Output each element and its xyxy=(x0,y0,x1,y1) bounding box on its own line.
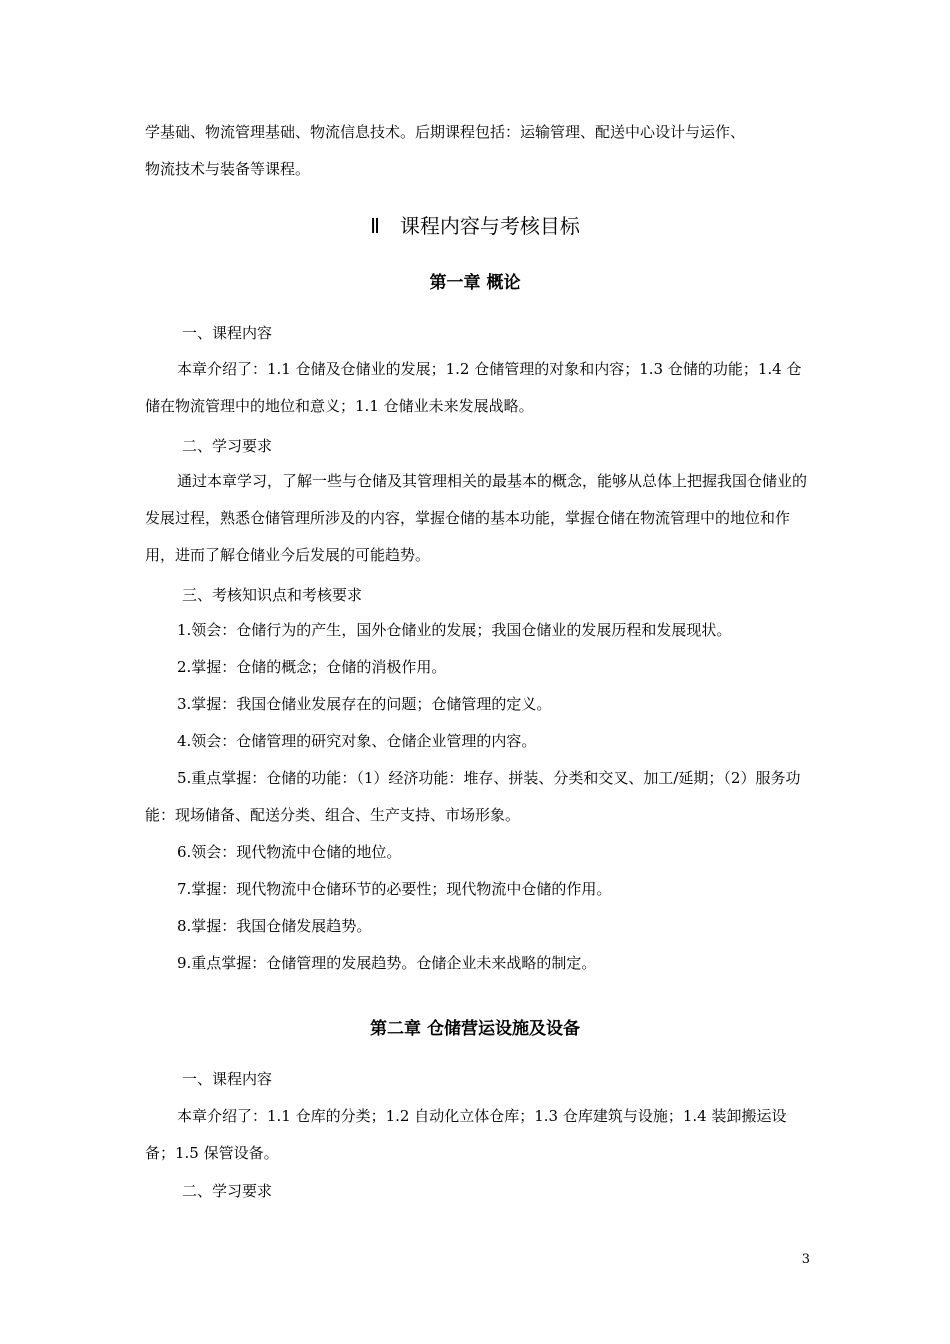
chapter-2-title: 第二章 仓储营运设施及设备 xyxy=(370,1019,580,1039)
exam-point: 7.掌握：现代物流中仓储环节的必要性；现代物流中仓储的作用。 xyxy=(177,880,612,898)
intro-paragraph xyxy=(145,114,808,188)
exam-point: 4.领会：仓储管理的研究对象、仓储企业管理的内容。 xyxy=(177,732,537,750)
chapter-1-content: 本章介绍了：1.1 仓储及仓储业的发展；1.2 仓储管理的对象和内容；1.3 仓储的功能；1.4 仓储在物流管理中的地位和意义；1.1 仓储业未来发展战略。 xyxy=(145,360,802,415)
exam-point: 1.领会：仓储行为的产生，国外仓储业的发展；我国仓储业的发展历程和发展现状。 xyxy=(177,621,732,639)
exam-point: 5.重点掌握：仓储的功能：（1）经济功能：堆存、拼装、分类和交叉、加工/延期；（2）服务功能：现场储备、配送分类、组合、生产支持、市场形象。 xyxy=(145,769,801,824)
intro-line-1: 学基础、物流管理基础、物流信息技术。后期课程包括：运输管理、配送中心设计与运作、 xyxy=(145,123,746,141)
page-number: 3 xyxy=(801,1252,810,1267)
chapter-2-content: 本章介绍了：1.1 仓库的分类；1.2 自动化立体仓库；1.3 仓库建筑与设施；1.4 装卸搬运设备；1.5 保管设备。 xyxy=(145,1107,787,1162)
intro-line-2: 物流技术与装备等课程。 xyxy=(145,160,311,178)
exam-point: 9.重点掌握：仓储管理的发展趋势。仓储企业未来战略的制定。 xyxy=(177,954,597,972)
chapter-1-requirements-heading: 二、学习要求 xyxy=(182,437,273,455)
exam-point: 3.掌握：我国仓储业发展存在的问题；仓储管理的定义。 xyxy=(177,695,552,713)
chapter-2-content-heading: 一、课程内容 xyxy=(182,1070,273,1088)
chapter-1-title: 第一章 概论 xyxy=(429,273,521,293)
section-heading: Ⅱ 课程内容与考核目标 xyxy=(370,214,580,238)
chapter-1-requirements: 通过本章学习，了解一些与仓储及其管理相关的最基本的概念，能够从总体上把握我国仓储业的发展过程，熟悉仓储管理所涉及的内容，掌握仓储的基本功能，掌握仓储在物流管理中的地位和作用，进而了解仓储业今后发展的可能趋势。 xyxy=(145,472,808,564)
exam-point: 6.领会：现代物流中仓储的地位。 xyxy=(177,843,402,861)
exam-point: 8.掌握：我国仓储发展趋势。 xyxy=(177,917,372,935)
exam-point: 2.掌握：仓储的概念；仓储的消极作用。 xyxy=(177,658,447,676)
chapter-1-exam-points-heading: 三、考核知识点和考核要求 xyxy=(182,586,363,604)
chapter-1-exam-points xyxy=(145,612,808,982)
chapter-1-content-heading: 一、课程内容 xyxy=(182,324,273,342)
chapter-2-requirements-heading: 二、学习要求 xyxy=(182,1182,273,1200)
